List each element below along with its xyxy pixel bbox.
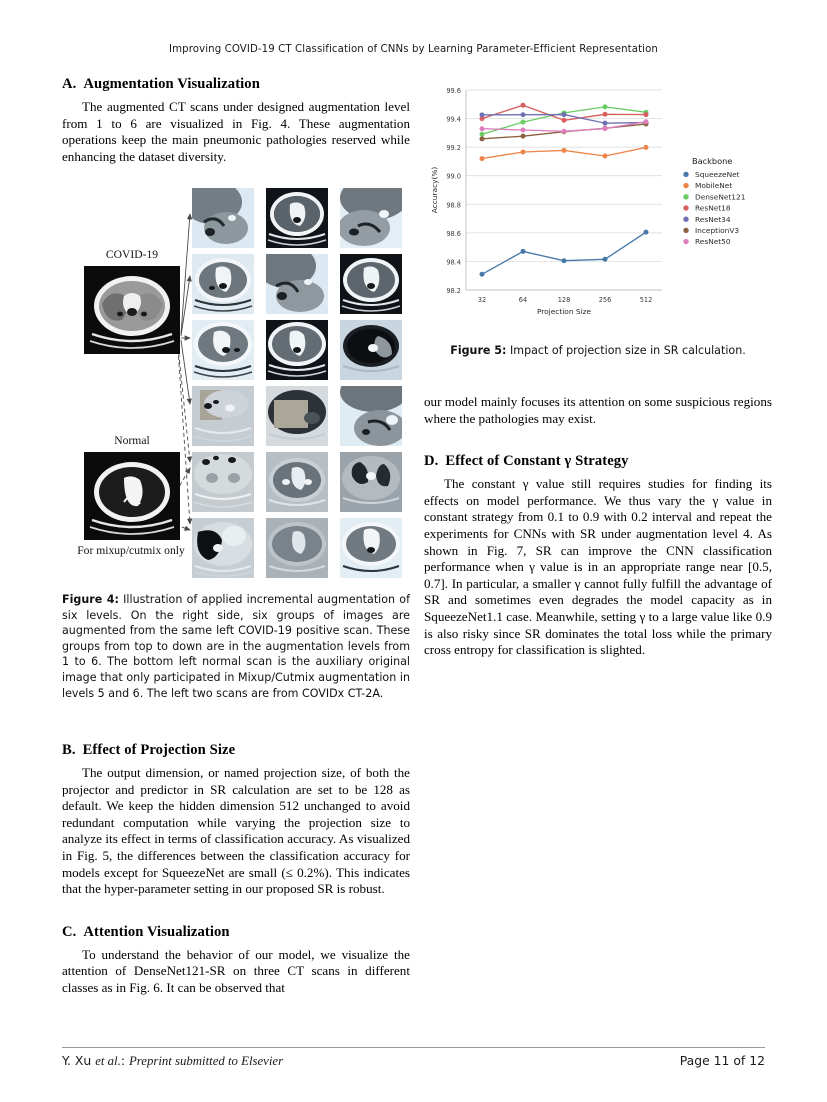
chart-legend-label: ResNet18 — [695, 203, 731, 213]
section-b-paragraph: The output dimension, or named projection size, of both the projector and predictor in SR calculation are set to be 128 as default. We keep the hidden dimension 512 unchanged to avoid redundant computation while varying the projection size to analyze its effect in terms of classification accuracy. As visualized in Fig. 5, the differences between the classification accuracy for models except for SqueezeNet are small (≤ 0.2%). This indicates that the hyper-parameter setting in our proposed SR is robust. — [62, 765, 410, 897]
projection-size-line-chart — [424, 78, 774, 336]
chart-y-tick-label: 99.6 — [446, 87, 461, 95]
chart-data-point — [644, 145, 649, 150]
chart-data-point — [562, 148, 567, 153]
aug-tile — [266, 254, 328, 314]
aug-tile — [266, 386, 328, 446]
aug-tile — [192, 320, 254, 380]
aug-tile — [340, 320, 402, 380]
chart-legend-marker — [683, 172, 688, 177]
chart-data-point — [644, 119, 649, 124]
chart-data-point — [603, 257, 608, 262]
chart-data-point — [562, 112, 567, 117]
chart-x-tick-label: 32 — [477, 296, 487, 304]
section-a-label: A. — [62, 76, 77, 92]
chart-data-point — [521, 128, 526, 133]
chart-data-point — [562, 118, 567, 123]
aug-tile — [340, 518, 402, 578]
footer-etal: et al. — [95, 1054, 121, 1068]
section-d-label: D. — [424, 453, 439, 470]
footer-preprint: Preprint submitted to Elsevier — [128, 1054, 284, 1068]
ct-covid-render — [84, 266, 180, 354]
figure4-caption-label: Figure 4: — [62, 593, 119, 606]
figure-5-chart — [424, 78, 774, 336]
chart-legend-label: DenseNet121 — [695, 192, 746, 202]
section-c-title: Attention Visualization — [83, 923, 230, 940]
chart-data-point — [480, 136, 485, 141]
chart-y-tick-label: 98.2 — [446, 287, 461, 295]
chart-legend-marker — [683, 205, 688, 210]
section-a-paragraph: The augmented CT scans under designed augmentation level from 1 to 6 are visualized in Fig. 4. These augmentation operations keep the main pneumonic pathologies reserved while enhancing the dataset diversity. — [62, 99, 410, 164]
chart-y-tick-label: 98.6 — [446, 229, 461, 238]
chart-data-point — [480, 156, 485, 161]
chart-legend-title: Backbone — [692, 156, 733, 166]
chart-data-point — [480, 272, 485, 277]
chart-legend-marker — [683, 217, 688, 222]
section-heading-d — [424, 453, 772, 470]
footer-divider — [62, 1047, 765, 1048]
aug-tile — [192, 188, 254, 248]
chart-data-point — [562, 258, 567, 263]
section-d-title: Effect of Constant γ Strategy — [445, 453, 629, 470]
chart-x-tick-label: 256 — [598, 296, 612, 304]
ct-normal-render — [84, 452, 180, 540]
chart-data-point — [480, 112, 485, 117]
aug-tile — [266, 188, 328, 248]
running-head: Improving COVID-19 CT Classification of CNNs by Learning Parameter-Efficient Representation — [169, 44, 658, 55]
chart-x-axis-label: Projection Size — [536, 307, 592, 316]
left-column-lower — [62, 742, 410, 997]
chart-y-tick-label: 98.4 — [446, 258, 461, 267]
aug-tile — [340, 386, 402, 446]
aug-tile — [340, 254, 402, 314]
chart-data-point — [521, 134, 526, 139]
chart-data-point — [480, 132, 485, 137]
chart-data-point — [480, 126, 485, 131]
footer-author: Y. Xu — [62, 1053, 96, 1068]
figure-4 — [62, 186, 410, 578]
section-heading-b — [62, 742, 410, 759]
chart-data-point — [603, 154, 608, 159]
chart-y-tick-label: 98.8 — [446, 201, 461, 210]
chart-x-tick-label: 128 — [557, 296, 571, 304]
chart-data-point — [603, 121, 608, 126]
figure5-caption-label: Figure 5: — [450, 344, 507, 357]
aug-tile — [340, 452, 402, 512]
chart-y-axis-label: Accuracy(%) — [430, 166, 439, 214]
chart-data-point — [521, 150, 526, 155]
chart-data-point — [521, 120, 526, 125]
chart-y-tick-label: 99.2 — [446, 144, 461, 153]
section-heading-c — [62, 924, 410, 941]
section-b-title: Effect of Projection Size — [82, 742, 236, 758]
chart-legend-label: MobileNet — [695, 181, 733, 191]
chart-legend-label: InceptionV3 — [695, 226, 740, 235]
chart-legend-marker — [683, 194, 688, 199]
figure5-caption-text: Impact of projection size in SR calculation. — [506, 344, 746, 357]
chart-data-point — [562, 129, 567, 134]
chart-legend-label: ResNet34 — [695, 214, 731, 224]
section-c-label: C. — [62, 923, 77, 940]
chart-data-point — [603, 126, 608, 131]
chart-y-tick-label: 99.4 — [446, 115, 461, 124]
aug-tile — [192, 254, 254, 314]
ct-scan-covid — [84, 266, 180, 354]
ct-scan-normal — [84, 452, 180, 540]
left-column — [62, 76, 410, 165]
chart-data-point — [603, 104, 608, 109]
aug-tile — [266, 452, 328, 512]
chart-y-tick-label: 99.0 — [446, 172, 461, 181]
chart-x-tick-label: 64 — [518, 296, 528, 304]
aug-tile — [266, 518, 328, 578]
figure4-caption-text: Illustration of applied incremental augmentation of six levels. On the right side, six groups of images are augmented from the same left COVID-19 positive scan. These groups from top to down are in the augmentation levels from 1 to 6. The bottom left normal scan is the auxiliary original image that only participated in Mixup/Cutmix augmentation in levels 5 and 6. The left two scans are from COVIDx CT-2A. — [62, 593, 410, 700]
figure4-caption — [62, 592, 410, 701]
aug-tile — [192, 518, 254, 578]
section-heading-a — [62, 76, 410, 93]
chart-data-point — [521, 112, 526, 117]
section-c-paragraph: To understand the behavior of our model, we visualize the attention of DenseNet121-SR on three CT scans in different classes as in Fig. 6. It can be observed that — [62, 946, 410, 995]
footer-separator: : — [120, 1053, 129, 1068]
section-a-title: Augmentation Visualization — [83, 76, 260, 92]
figure4-label-normal: Normal — [114, 434, 150, 447]
chart-legend-marker — [683, 228, 688, 233]
chart-data-point — [521, 249, 526, 254]
section-d-paragraph: The constant γ value still requires studies for finding its effects on model performance. We thus vary the γ value in constant strategy from 0.1 to 0.9 with 0.2 interval and repeat the experiments for CNNs with SR under augmentation level 4. As shown in Fig. 7, SR can improve the CNN classification performance when γ value is in an appropriate range near [0.5, 0.7]. In particular, a smaller γ cannot fully fulfill the advantage of SR and sometimes even degrades the model capacity as in SqueezeNet1.1 case. Meanwhile, setting γ to a large value like 0.9 is also risky since SR dominates the total loss while the primary cross entropy for classification is slighted. — [424, 476, 772, 658]
aug-tile — [192, 452, 254, 512]
aug-tile — [340, 188, 402, 248]
chart-legend-marker — [683, 239, 688, 244]
figure4-label-mixup-note: For mixup/cutmix only — [77, 544, 185, 557]
figure4-label-covid: COVID-19 — [105, 248, 159, 261]
aug-tile — [266, 320, 328, 380]
chart-data-point — [644, 112, 649, 117]
aug-tile — [192, 386, 254, 446]
footer-page-number: Page 11 of 12 — [679, 1053, 765, 1068]
section-b-label: B. — [62, 742, 76, 758]
chart-data-point — [644, 230, 649, 235]
chart-x-tick-label: 512 — [639, 296, 653, 304]
figure5-caption — [424, 343, 772, 359]
chart-series-line — [482, 232, 646, 274]
chart-legend-label: ResNet50 — [695, 237, 731, 247]
chart-data-point — [521, 103, 526, 108]
chart-legend-marker — [683, 183, 688, 188]
chart-data-point — [603, 112, 608, 117]
chart-legend-label: SqueezeNet — [695, 170, 740, 179]
section-c-continuation: our model mainly focuses its attention on some suspicious regions where the pathologies may exist. — [424, 394, 772, 426]
right-column — [424, 394, 772, 659]
